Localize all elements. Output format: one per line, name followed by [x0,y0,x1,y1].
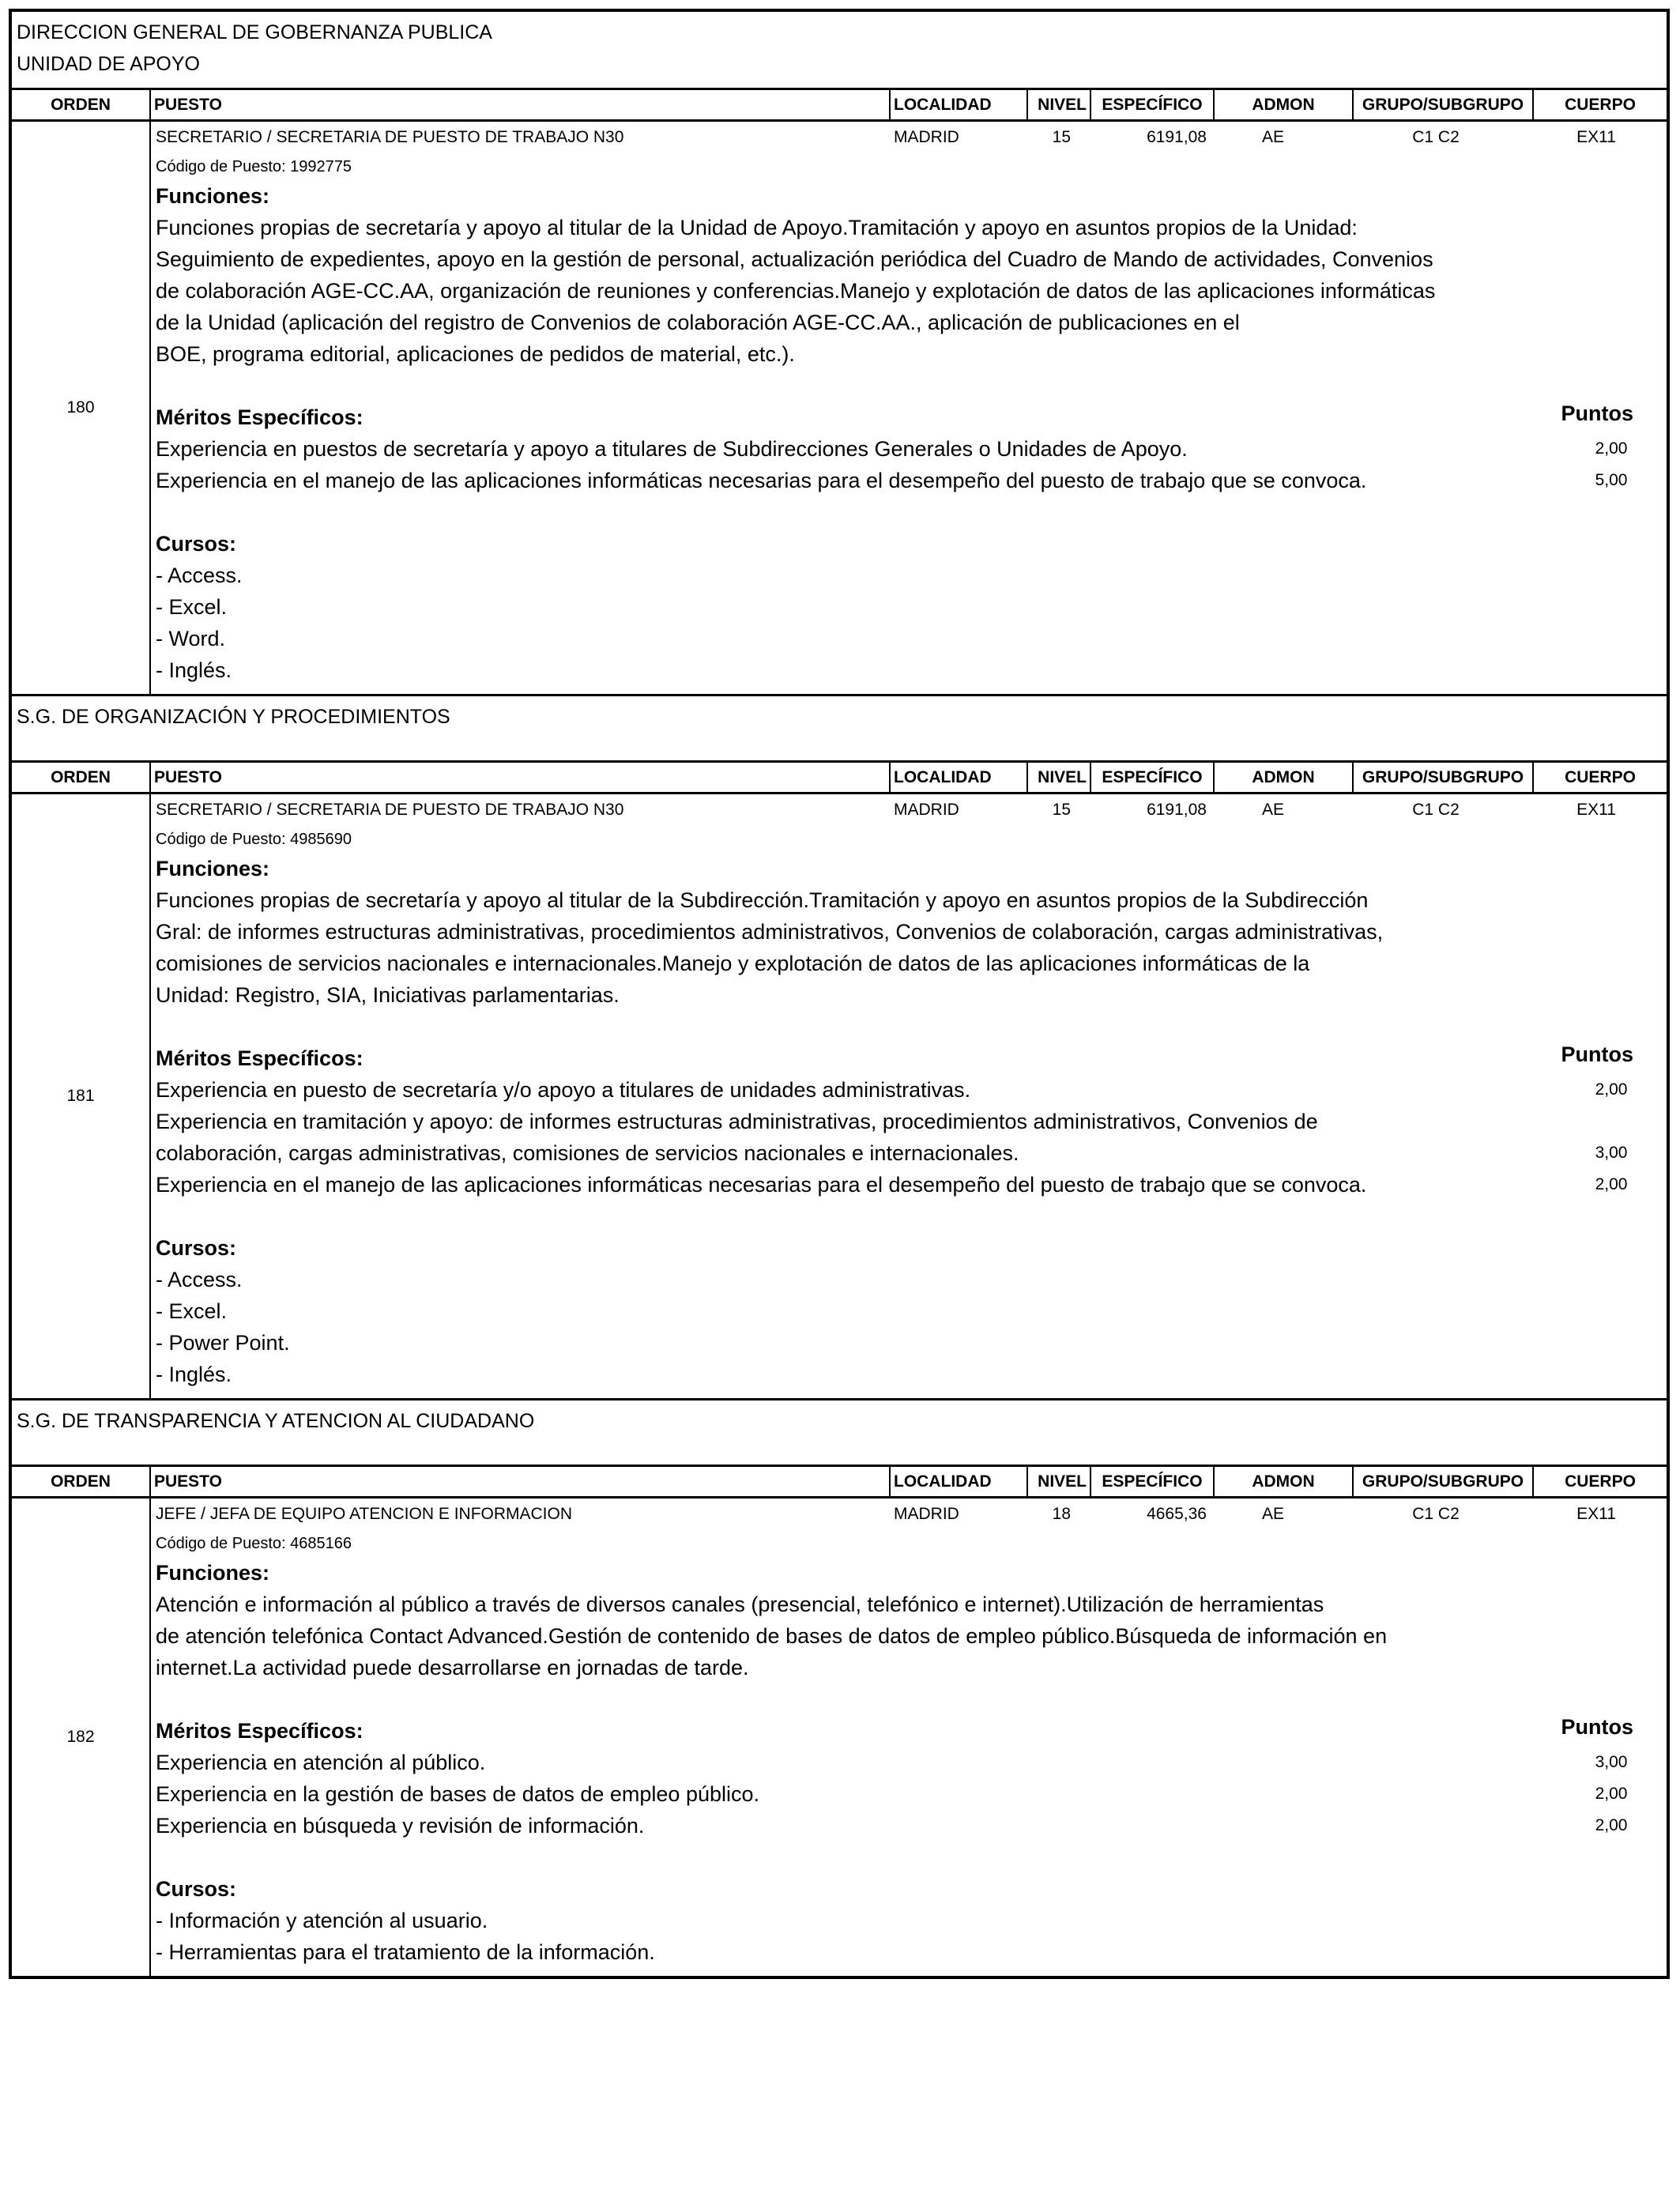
merit-item [156,1106,1667,1169]
position-admon: AE [1261,1505,1284,1523]
spacer [156,496,1667,528]
position-summary [156,1498,1667,1530]
position-admon: AE [1261,128,1284,146]
unit-name: UNIDAD DE APOYO [17,53,200,75]
funciones-line: comisiones de servicios nacionales e internacionales.Manejo y explotación de datos de las aplicaciones informáticas de la [156,952,1310,975]
curso-item: - Excel. [156,595,228,619]
orden-number: 182 [12,1498,151,1976]
position-nivel: 18 [1052,1505,1071,1523]
merit-text [156,1074,1556,1106]
column-header-row [12,1467,1667,1498]
merit-points: 3,00 [1595,1753,1628,1771]
merit-text [156,1747,1556,1778]
column-header-row [12,90,1667,122]
position-row [12,1498,1667,1976]
merit-item [156,1074,1667,1106]
column-header-cuerpo: CUERPO [1565,1472,1636,1491]
merit-text [156,465,1556,496]
curso-item: - Power Point. [156,1331,290,1355]
merit-text-line: Experiencia en el manejo de las aplicaciones informáticas necesarias para el desempeño del puesto de trabajo que se convoca. [156,1173,1367,1197]
column-header-grupo: GRUPO/SUBGRUPO [1354,90,1534,119]
spacer [156,1011,1667,1042]
puntos-heading: Puntos [1561,1042,1633,1066]
merit-text [156,1810,1556,1842]
funciones-line: Unidad: Registro, SIA, Iniciativas parlamentarias. [156,983,620,1007]
column-header-nivel: NIVEL [1028,90,1091,119]
position-puesto: SECRETARIO / SECRETARIA DE PUESTO DE TRABAJO N30 [156,128,624,146]
column-header-nivel: NIVEL [1028,763,1091,792]
merit-text-line: Experiencia en puesto de secretaría y/o apoyo a titulares de unidades administrativas. [156,1078,971,1102]
column-header-especifico: ESPECÍFICO [1091,90,1215,119]
funciones-line: Funciones propias de secretaría y apoyo al titular de la Subdirección.Tramitación y apoyo en asuntos propios de la Subdirección [156,888,1369,912]
funciones-line: Atención e información al público a través de diversos canales (presencial, telefónico e internet).Utilización de herramientas [156,1593,1324,1616]
merit-text-line: colaboración, cargas administrativas, comisiones de servicios nacionales e internacionales. [156,1141,1019,1165]
position-cuerpo: EX11 [1576,1505,1616,1523]
column-header-nivel: NIVEL [1028,1467,1091,1496]
merit-points: 2,00 [1595,1816,1628,1834]
column-header-orden: ORDEN [12,90,151,119]
column-header-especifico: ESPECÍFICO [1091,763,1215,792]
position-cuerpo: EX11 [1576,128,1616,146]
column-header-orden: ORDEN [12,763,151,792]
position-nivel: 15 [1052,128,1071,146]
position-code: Código de Puesto: 1992775 [156,158,352,175]
merit-text [156,1778,1556,1810]
position-grupo: C1 C2 [1412,128,1460,146]
spacer [156,1201,1667,1232]
position-row [12,122,1667,696]
merit-text [156,1106,1556,1169]
unit-name: S.G. DE TRANSPARENCIA Y ATENCION AL CIUDADANO [17,1410,535,1432]
column-header-admon: ADMON [1215,763,1354,792]
position-summary [156,794,1667,826]
position-admon: AE [1261,801,1284,819]
position-grupo: C1 C2 [1412,1505,1460,1523]
curso-item: - Word. [156,627,226,650]
column-header-localidad: LOCALIDAD [891,90,1028,119]
funciones-line: Funciones propias de secretaría y apoyo al titular de la Unidad de Apoyo.Tramitación y apoyo en asuntos propios de la Unidad: [156,216,1358,239]
funciones-line: Seguimiento de expedientes, apoyo en la gestión de personal, actualización periódica del Cuadro de Mando de actividades, Convenios [156,247,1433,271]
unit-name: DIRECCION GENERAL DE GOBERNANZA PUBLICA [17,21,492,43]
column-header-puesto: PUESTO [151,90,891,119]
cursos-heading: Cursos: [156,532,237,556]
column-header-cuerpo: CUERPO [1565,95,1636,114]
merit-points: 2,00 [1595,1175,1628,1193]
funciones-heading: Funciones: [156,1561,270,1585]
cursos-heading: Cursos: [156,1236,237,1260]
merit-text-line: Experiencia en la gestión de bases de datos de empleo público. [156,1782,760,1806]
funciones-heading: Funciones: [156,857,270,880]
spacer [156,1842,1667,1873]
position-summary [156,122,1667,153]
position-especifico: 6191,08 [1147,801,1207,819]
position-localidad: MADRID [894,801,959,819]
position-localidad: MADRID [894,128,959,146]
column-header-especifico: ESPECÍFICO [1091,1467,1215,1496]
merit-item [156,1747,1667,1778]
merit-points: 3,00 [1595,1144,1628,1162]
curso-item: - Access. [156,564,243,587]
position-nivel: 15 [1052,801,1071,819]
position-grupo: C1 C2 [1412,801,1460,819]
position-localidad: MADRID [894,1505,959,1523]
column-header-admon: ADMON [1215,90,1354,119]
merit-points: 5,00 [1595,471,1628,489]
merit-item [156,1778,1667,1810]
merit-text-line: Experiencia en búsqueda y revisión de información. [156,1814,645,1838]
merit-item [156,1810,1667,1842]
puntos-heading: Puntos [1561,1715,1633,1739]
column-header-row [12,763,1667,794]
merit-text [156,433,1556,465]
funciones-heading: Funciones: [156,184,270,208]
merit-item [156,433,1667,465]
column-header-localidad: LOCALIDAD [891,1467,1028,1496]
unit-header [12,1400,1667,1467]
curso-item: - Inglés. [156,1363,232,1386]
merit-text-line: Experiencia en el manejo de las aplicaciones informáticas necesarias para el desempeño del puesto de trabajo que se convoca. [156,469,1367,492]
meritos-heading: Méritos Específicos: [156,1719,363,1743]
curso-item: - Excel. [156,1299,228,1323]
column-header-admon: ADMON [1215,1467,1354,1496]
meritos-header [156,401,1667,433]
position-code: Código de Puesto: 4985690 [156,831,352,848]
cursos-heading: Cursos: [156,1877,237,1901]
merit-points: 2,00 [1595,1080,1628,1099]
column-header-puesto: PUESTO [151,763,891,792]
column-header-localidad: LOCALIDAD [891,763,1028,792]
position-detail [151,1498,1667,1976]
position-code: Código de Puesto: 4685166 [156,1535,352,1552]
spacer [156,1683,1667,1715]
unit-name: S.G. DE ORGANIZACIÓN Y PROCEDIMIENTOS [17,706,450,728]
funciones-line: de colaboración AGE-CC.AA, organización de reuniones y conferencias.Manejo y explotación de datos de las aplicaciones informáticas [156,279,1436,303]
meritos-header [156,1715,1667,1747]
meritos-heading: Méritos Específicos: [156,405,363,429]
position-puesto: JEFE / JEFA DE EQUIPO ATENCION E INFORMACION [156,1505,573,1523]
funciones-line: internet.La actividad puede desarrollarse en jornadas de tarde. [156,1656,749,1679]
orden-number: 180 [12,122,151,694]
column-header-puesto: PUESTO [151,1467,891,1496]
column-header-cuerpo: CUERPO [1565,767,1636,786]
job-listing-document [9,9,1670,1979]
column-header-grupo: GRUPO/SUBGRUPO [1354,763,1534,792]
funciones-line: BOE, programa editorial, aplicaciones de pedidos de material, etc.). [156,342,795,366]
column-header-grupo: GRUPO/SUBGRUPO [1354,1467,1534,1496]
position-puesto: SECRETARIO / SECRETARIA DE PUESTO DE TRABAJO N30 [156,801,624,819]
orden-number: 181 [12,794,151,1398]
unit-header [12,12,1667,90]
merit-text-line: Experiencia en tramitación y apoyo: de informes estructuras administrativas, procedimientos administrativos, Convenios de [156,1110,1318,1133]
spacer [156,370,1667,401]
puntos-heading: Puntos [1561,401,1633,425]
merit-text-line: Experiencia en puestos de secretaría y apoyo a titulares de Subdirecciones Generales o Unidades de Apoyo. [156,437,1188,461]
merit-text [156,1169,1556,1201]
merit-item [156,1169,1667,1201]
position-especifico: 4665,36 [1147,1505,1207,1523]
merit-text-line: Experiencia en atención al público. [156,1751,486,1774]
column-header-orden: ORDEN [12,1467,151,1496]
curso-item: - Inglés. [156,658,232,682]
position-row [12,794,1667,1400]
meritos-heading: Méritos Específicos: [156,1046,363,1070]
position-especifico: 6191,08 [1147,128,1207,146]
funciones-line: Gral: de informes estructuras administrativas, procedimientos administrativos, Convenios de colaboración, cargas administrativas, [156,920,1384,944]
position-detail [151,122,1667,694]
merit-points: 2,00 [1595,439,1628,458]
merit-item [156,465,1667,496]
position-detail [151,794,1667,1398]
curso-item: - Información y atención al usuario. [156,1909,488,1932]
merit-points: 2,00 [1595,1785,1628,1803]
meritos-header [156,1042,1667,1074]
curso-item: - Herramientas para el tratamiento de la información. [156,1940,655,1964]
unit-header [12,696,1667,763]
funciones-line: de atención telefónica Contact Advanced.Gestión de contenido de bases de datos de empleo público.Búsqueda de información en [156,1624,1388,1648]
position-cuerpo: EX11 [1576,801,1616,819]
curso-item: - Access. [156,1268,243,1291]
funciones-line: de la Unidad (aplicación del registro de Convenios de colaboración AGE-CC.AA., aplicación de publicaciones en el [156,311,1240,334]
